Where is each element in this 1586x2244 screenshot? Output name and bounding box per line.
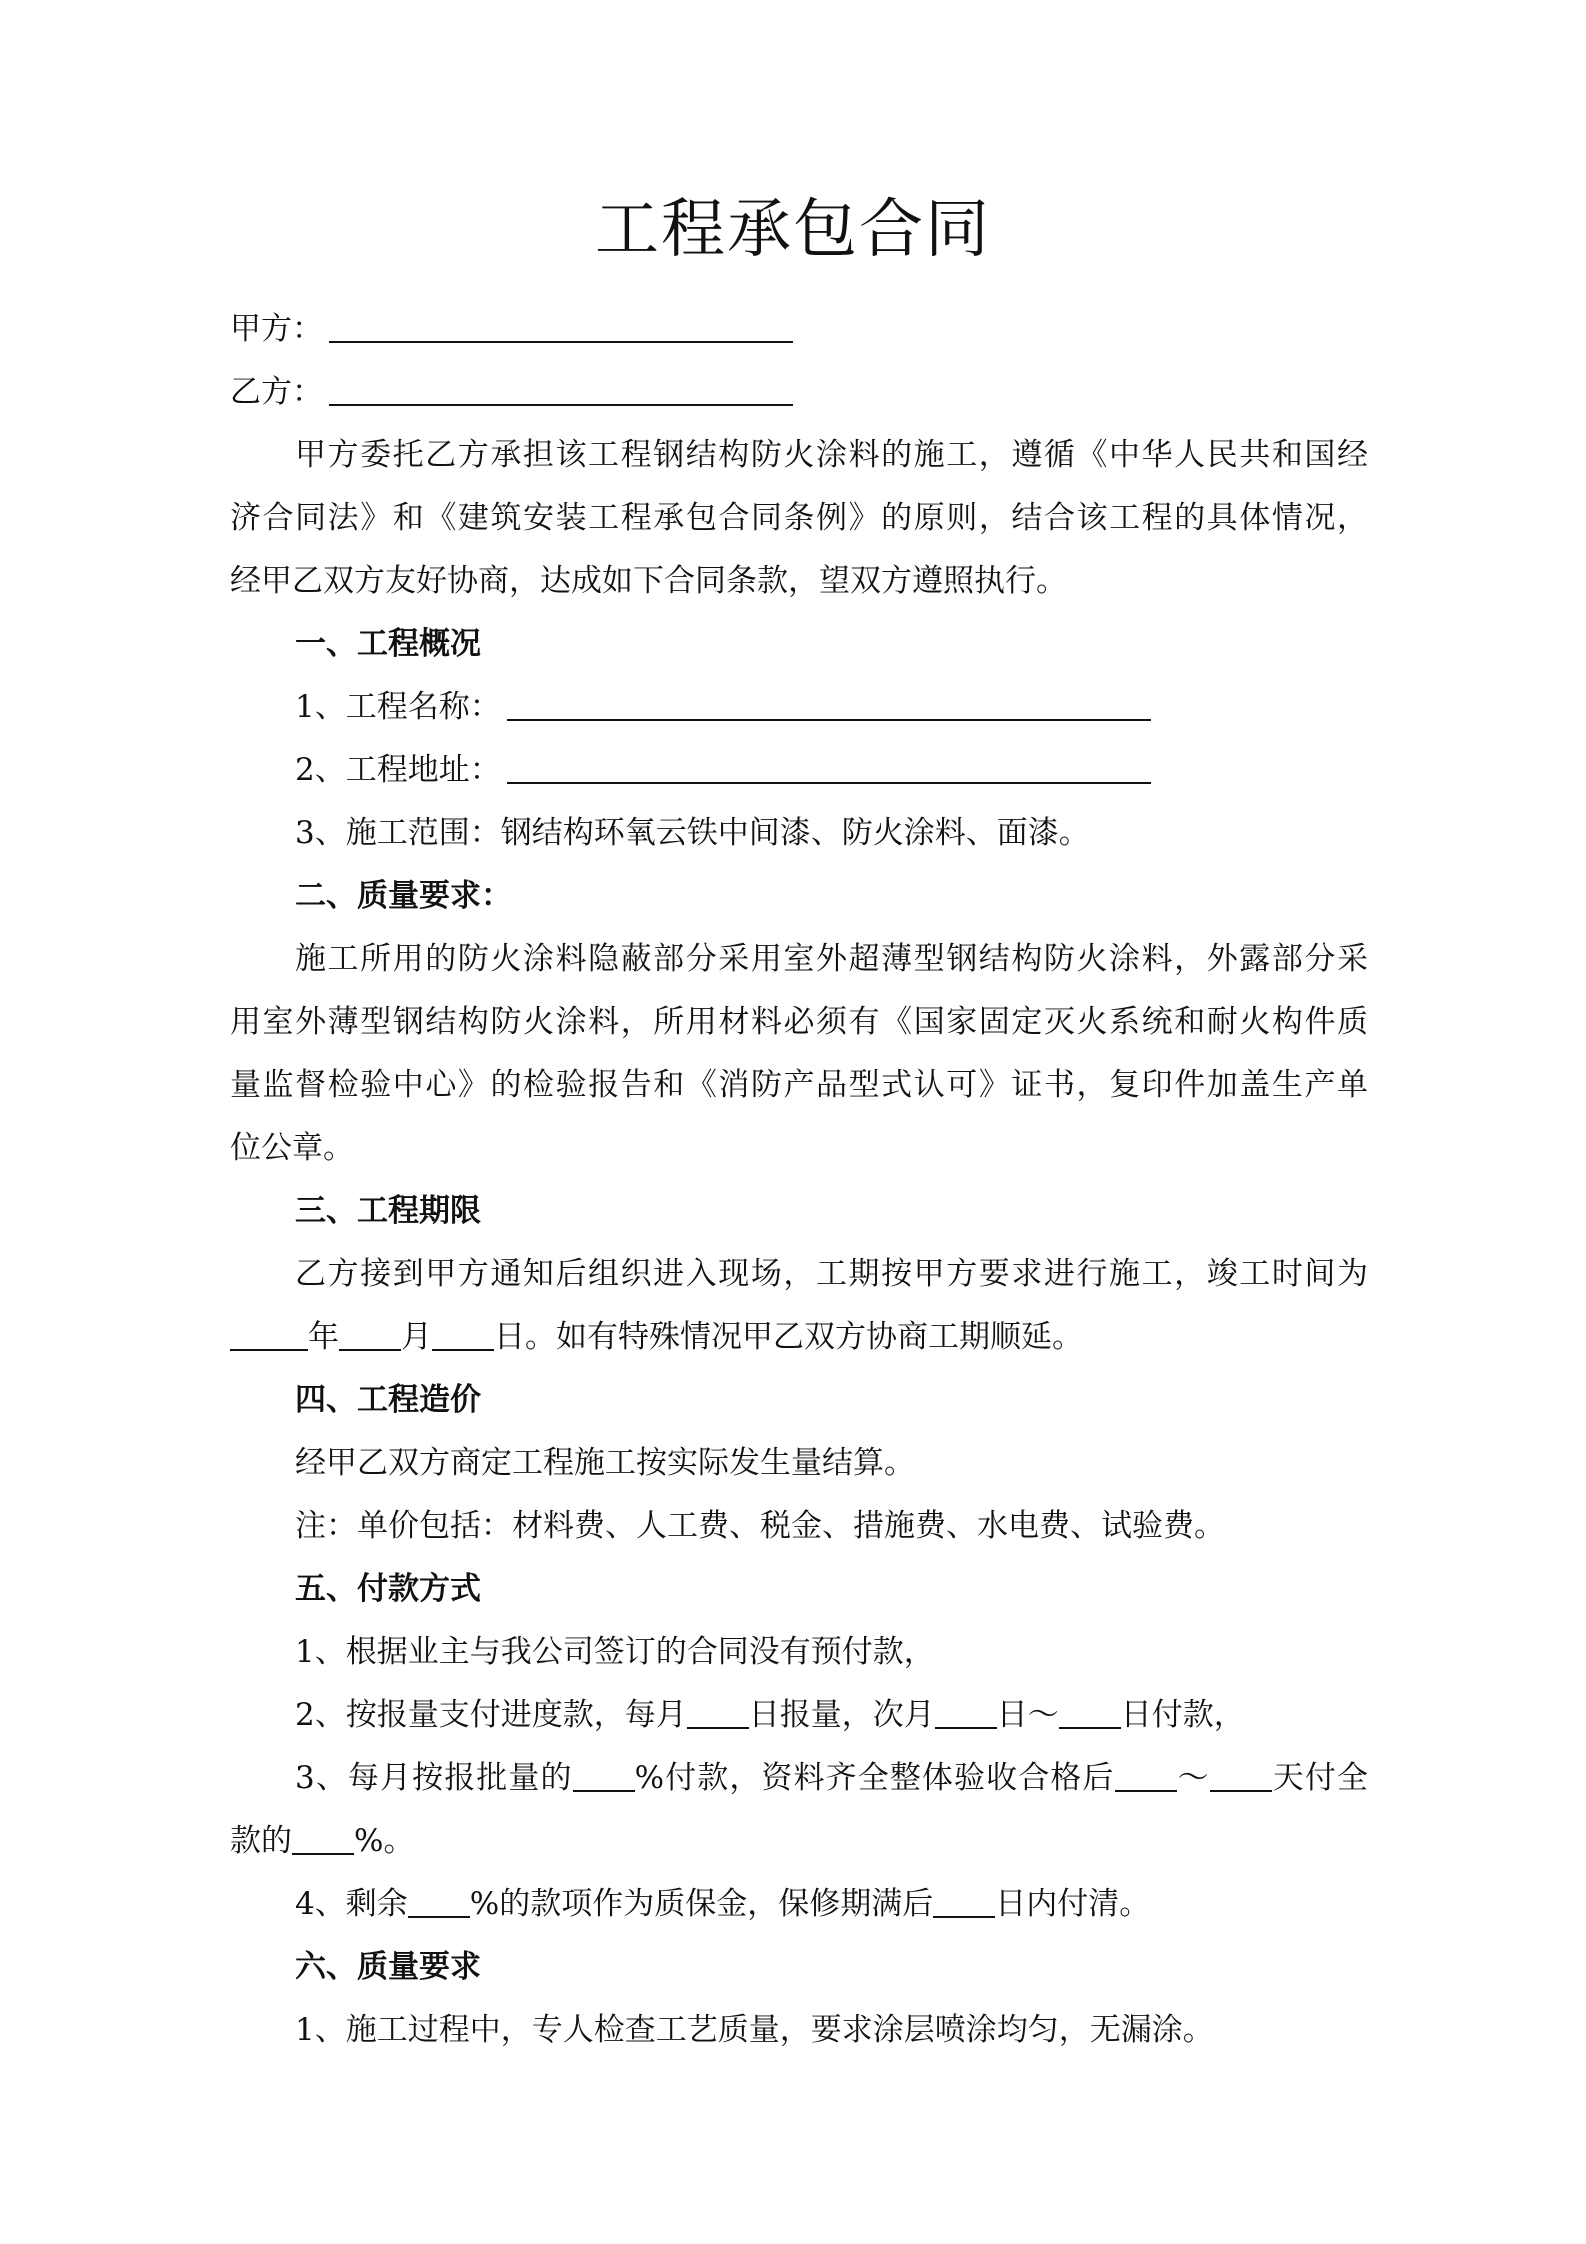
text-line — [230, 676, 1368, 739]
text-segment: 4、剩余 — [295, 1886, 408, 1922]
text-line — [230, 1117, 1368, 1180]
text-segment: 日报量，次月 — [748, 1697, 935, 1733]
text-segment: 六、质量要求 — [295, 1949, 481, 1985]
text-segment: 四、工程造价 — [295, 1382, 481, 1418]
text-segment: %付款，资料齐全整体验收合格后 — [634, 1760, 1115, 1796]
text-segment: 位公章。 — [230, 1130, 354, 1166]
fill-in-blank[interactable] — [1210, 1750, 1272, 1792]
fill-in-blank[interactable] — [935, 1687, 997, 1729]
fill-in-blank[interactable] — [687, 1687, 749, 1729]
section-heading — [230, 1558, 1368, 1621]
text-segment: 日。如有特殊情况甲乙双方协商工期顺延。 — [494, 1319, 1083, 1355]
text-segment: 月 — [401, 1319, 432, 1355]
text-line — [230, 361, 1368, 424]
section-heading — [230, 865, 1368, 928]
fill-in-blank[interactable] — [933, 1876, 995, 1918]
text-segment: 经甲乙双方商定工程施工按实际发生量结算。 — [295, 1445, 915, 1481]
text-segment: 2、工程地址： — [295, 752, 501, 788]
section-heading — [230, 1180, 1368, 1243]
text-line — [230, 1054, 1368, 1117]
text-segment: 1、根据业主与我公司签订的合同没有预付款， — [295, 1634, 935, 1670]
fill-in-blank[interactable] — [408, 1876, 470, 1918]
text-segment: 2、按报量支付进度款，每月 — [295, 1697, 687, 1733]
text-line — [230, 1495, 1368, 1558]
text-segment: 二、质量要求： — [295, 878, 512, 914]
text-line — [230, 739, 1368, 802]
fill-in-blank[interactable] — [339, 1309, 401, 1351]
fill-in-blank[interactable] — [230, 1309, 308, 1351]
fill-in-blank[interactable] — [329, 364, 793, 406]
text-line — [230, 1999, 1368, 2062]
text-segment: 日内付清。 — [995, 1886, 1151, 1922]
text-line — [230, 1306, 1368, 1369]
text-segment: 甲方： — [230, 311, 323, 347]
text-line — [230, 1684, 1368, 1747]
text-segment: 量监督检验中心》的检验报告和《消防产品型式认可》证书，复印件加盖生产单 — [230, 1067, 1368, 1103]
text-segment: 三、工程期限 — [295, 1193, 481, 1229]
text-segment: 日～ — [996, 1697, 1059, 1733]
text-segment: ～ — [1176, 1760, 1210, 1796]
text-segment: 天付全 — [1271, 1760, 1368, 1796]
text-line — [230, 1432, 1368, 1495]
text-line — [230, 1243, 1368, 1306]
fill-in-blank[interactable] — [1115, 1750, 1177, 1792]
fill-in-blank[interactable] — [292, 1813, 354, 1855]
section-heading — [230, 1936, 1368, 1999]
text-segment: 用室外薄型钢结构防火涂料，所用材料必须有《国家固定灭火系统和耐火构件质 — [230, 1004, 1368, 1040]
text-segment: 一、工程概况 — [295, 626, 481, 662]
fill-in-blank[interactable] — [329, 301, 793, 343]
document-title: 工程承包合同 — [595, 193, 991, 267]
text-segment: 五、付款方式 — [295, 1571, 481, 1607]
text-segment: 乙方： — [230, 374, 323, 410]
text-line — [230, 1621, 1368, 1684]
fill-in-blank[interactable] — [507, 679, 1151, 721]
text-line — [230, 928, 1368, 991]
fill-in-blank[interactable] — [573, 1750, 635, 1792]
text-segment: 1、施工过程中，专人检查工艺质量，要求涂层喷涂均匀，无漏涂。 — [295, 2012, 1214, 2048]
text-segment: 3、施工范围：钢结构环氧云铁中间漆、防火涂料、面漆。 — [295, 815, 1090, 851]
text-segment: 乙方接到甲方通知后组织进入现场，工期按甲方要求进行施工，竣工时间为 — [295, 1256, 1368, 1292]
text-segment: 甲方委托乙方承担该工程钢结构防火涂料的施工，遵循《中华人民共和国经 — [295, 437, 1368, 473]
text-line — [230, 991, 1368, 1054]
text-line — [230, 1810, 1368, 1873]
text-line — [230, 487, 1368, 550]
text-line — [230, 550, 1368, 613]
text-segment: 注：单价包括：材料费、人工费、税金、措施费、水电费、试验费。 — [295, 1508, 1225, 1544]
text-segment: 3、每月按报批量的 — [295, 1760, 573, 1796]
text-segment: 款的 — [230, 1823, 292, 1859]
text-segment: 年 — [308, 1319, 339, 1355]
section-heading — [230, 613, 1368, 676]
text-segment: 1、工程名称： — [295, 689, 501, 725]
text-line — [230, 802, 1368, 865]
text-line — [230, 1873, 1368, 1936]
text-segment: 日付款， — [1120, 1697, 1245, 1733]
contract-body — [230, 298, 1368, 2062]
fill-in-blank[interactable] — [1059, 1687, 1121, 1729]
fill-in-blank[interactable] — [432, 1309, 494, 1351]
text-segment: 经甲乙双方友好协商，达成如下合同条款，望双方遵照执行。 — [230, 563, 1067, 599]
text-segment: %的款项作为质保金，保修期满后 — [469, 1886, 934, 1922]
text-line — [230, 1747, 1368, 1810]
fill-in-blank[interactable] — [507, 742, 1151, 784]
section-heading — [230, 1369, 1368, 1432]
text-segment: 施工所用的防火涂料隐蔽部分采用室外超薄型钢结构防火涂料，外露部分采 — [295, 941, 1368, 977]
text-line — [230, 298, 1368, 361]
text-segment: %。 — [354, 1823, 415, 1859]
text-segment: 济合同法》和《建筑安装工程承包合同条例》的原则，结合该工程的具体情况， — [230, 500, 1368, 536]
text-line — [230, 424, 1368, 487]
